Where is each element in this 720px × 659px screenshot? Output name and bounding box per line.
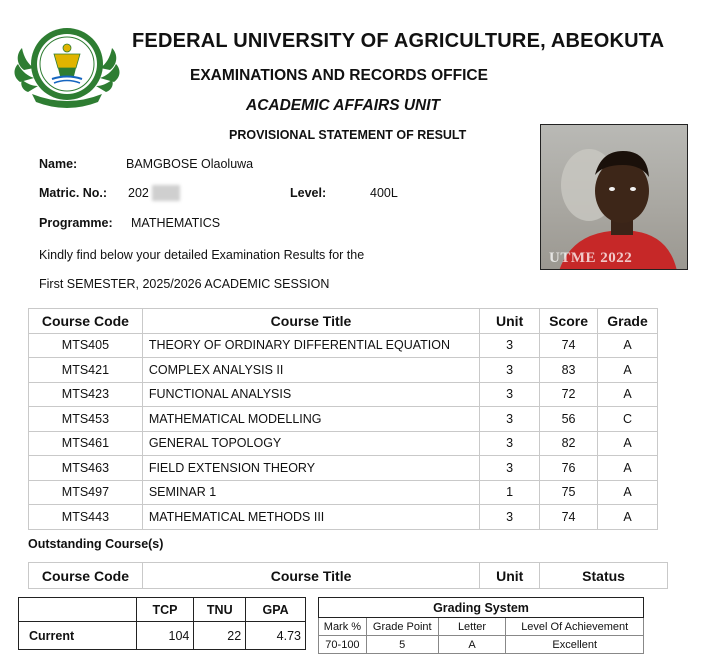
student-photo [540,124,688,270]
redaction-blur [152,185,180,201]
course-unit: 3 [480,456,540,481]
course-score: 76 [540,456,598,481]
course-title: GENERAL TOPOLOGY [142,431,479,456]
course-code: MTS443 [29,505,143,530]
course-code: MTS421 [29,358,143,383]
header-letter: Letter [438,618,506,636]
level-value: 400L [370,186,398,200]
course-title: FIELD EXTENSION THEORY [142,456,479,481]
course-code: MTS405 [29,333,143,358]
table-row [319,636,644,654]
course-code: MTS453 [29,407,143,432]
intro-line-2: First SEMESTER, 2025/2026 ACADEMIC SESSION [39,277,330,291]
table-row [29,431,658,456]
header-status: Status [540,563,668,589]
course-unit: 3 [480,333,540,358]
course-code: MTS423 [29,382,143,407]
course-score: 74 [540,505,598,530]
achievement-level: Excellent [506,636,644,654]
university-logo [14,24,120,110]
letter-grade: A [438,636,506,654]
header-blank [19,598,137,622]
course-grade: A [598,480,658,505]
programme-label: Programme: [39,216,113,230]
table-row [29,407,658,432]
course-grade: A [598,431,658,456]
table-row [29,333,658,358]
course-unit: 3 [480,407,540,432]
grading-system-title: Grading System [319,598,644,618]
course-grade: A [598,382,658,407]
unit-name: ACADEMIC AFFAIRS UNIT [246,97,441,114]
table-row [19,622,306,650]
course-title: THEORY OF ORDINARY DIFFERENTIAL EQUATION [142,333,479,358]
outstanding-courses-table [28,562,668,589]
mark-range: 70-100 [319,636,367,654]
tcp-value: 104 [136,622,194,650]
header-grade: Grade [598,309,658,334]
course-unit: 3 [480,382,540,407]
header-score: Score [540,309,598,334]
header-mark: Mark % [319,618,367,636]
course-code: MTS497 [29,480,143,505]
office-name: EXAMINATIONS AND RECORDS OFFICE [190,67,488,84]
grade-point: 5 [366,636,438,654]
outstanding-header-row [29,563,668,589]
document-title: PROVISIONAL STATEMENT OF RESULT [229,128,467,142]
header-tcp: TCP [136,598,194,622]
results-header-row [29,309,658,334]
course-unit: 3 [480,505,540,530]
university-crest-icon [14,24,120,110]
summary-header-row [19,598,306,622]
grading-header-row [319,618,644,636]
gpa-value: 4.73 [246,622,306,650]
table-row [29,456,658,481]
table-row [29,505,658,530]
course-code: MTS461 [29,431,143,456]
course-grade: A [598,358,658,383]
course-title: FUNCTIONAL ANALYSIS [142,382,479,407]
course-title: MATHEMATICAL MODELLING [142,407,479,432]
header-unit: Unit [480,563,540,589]
course-score: 75 [540,480,598,505]
course-unit: 1 [480,480,540,505]
student-portrait-icon [541,125,688,270]
header-gpa: GPA [246,598,306,622]
course-title: MATHEMATICAL METHODS III [142,505,479,530]
course-score: 74 [540,333,598,358]
gpa-summary-table [18,597,306,650]
course-score: 82 [540,431,598,456]
course-grade: A [598,456,658,481]
grading-system-table [318,597,644,654]
header-tnu: TNU [194,598,246,622]
header-course-code: Course Code [29,563,143,589]
intro-line-1: Kindly find below your detailed Examination Results for the [39,248,365,262]
matric-label: Matric. No.: [39,186,108,200]
table-row [29,358,658,383]
row-label: Current [19,622,137,650]
outstanding-courses-title: Outstanding Course(s) [28,537,164,551]
programme-value: MATHEMATICS [131,216,221,230]
table-row [29,480,658,505]
results-table [28,308,658,530]
student-name: BAMGBOSE Olaoluwa [126,157,254,171]
matric-number: 202 [128,186,149,200]
course-title: SEMINAR 1 [142,480,479,505]
course-grade: A [598,333,658,358]
photo-caption: UTME 2022 [549,250,633,266]
header-course-title: Course Title [142,563,479,589]
header-level-of-achievement: Level Of Achievement [506,618,644,636]
course-grade: A [598,505,658,530]
header-grade-point: Grade Point [366,618,438,636]
level-label: Level: [290,186,327,200]
tnu-value: 22 [194,622,246,650]
course-score: 56 [540,407,598,432]
course-grade: C [598,407,658,432]
header-course-code: Course Code [29,309,143,334]
header-course-title: Course Title [142,309,479,334]
course-score: 83 [540,358,598,383]
course-unit: 3 [480,358,540,383]
university-name: FEDERAL UNIVERSITY OF AGRICULTURE, ABEOKUTA [132,30,665,52]
name-label: Name: [39,157,78,171]
course-code: MTS463 [29,456,143,481]
course-unit: 3 [480,431,540,456]
course-score: 72 [540,382,598,407]
table-row [29,382,658,407]
header-unit: Unit [480,309,540,334]
course-title: COMPLEX ANALYSIS II [142,358,479,383]
